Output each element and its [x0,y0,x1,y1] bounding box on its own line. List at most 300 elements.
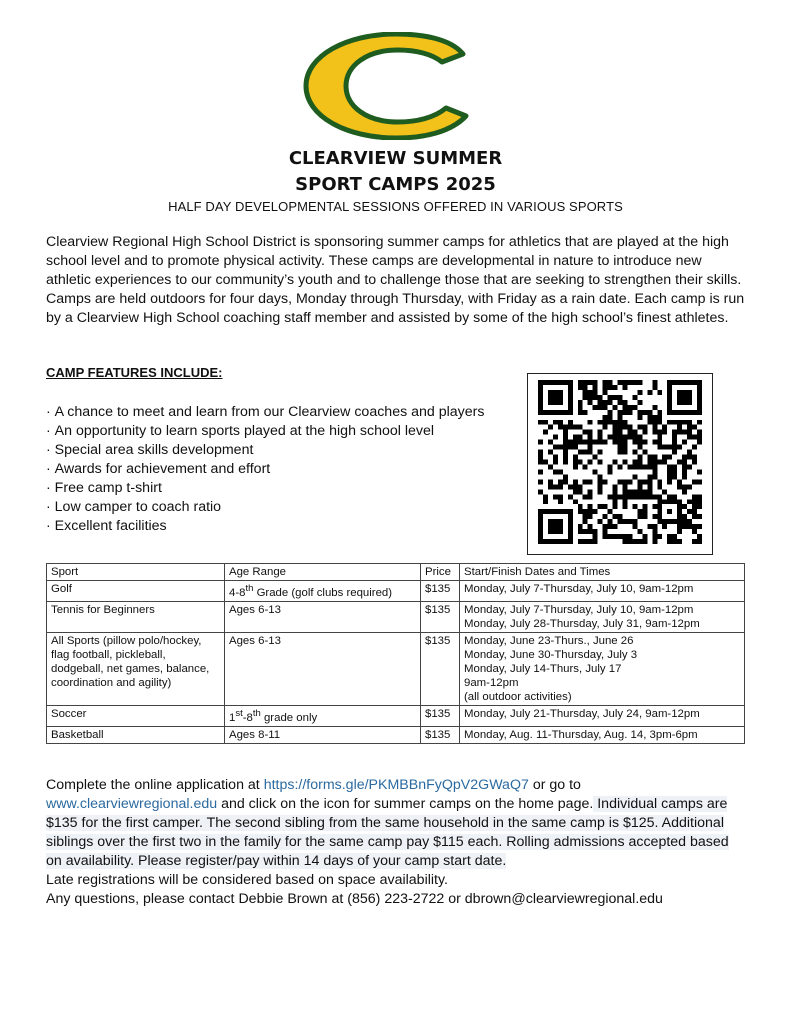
qr-module [672,445,677,450]
qr-module [632,524,637,529]
qr-module [558,484,563,489]
table-row [47,581,745,602]
qr-module [652,529,657,534]
qr-module [588,494,593,499]
qr-module [538,489,543,494]
qr-module [558,529,563,534]
qr-module [657,509,662,514]
cell-dates: Monday, July 21-Thursday, July 24, 9am-12pm [460,705,745,726]
qr-module [672,440,677,445]
qr-module [588,395,593,400]
qr-module [682,514,687,519]
qr-module [652,425,657,430]
qr-module [652,469,657,474]
qr-module [578,489,583,494]
qr-module [583,519,588,524]
qr-module [697,524,702,529]
qr-module [627,425,632,430]
qr-module [687,425,692,430]
camps-table [46,563,745,744]
qr-module [618,380,623,385]
qr-module [667,519,672,524]
footer-text: and click on the icon for summer camps on the home page. [217,796,594,812]
qr-module [613,395,618,400]
qr-module [697,430,702,435]
qr-module [627,380,632,385]
cell-price: $135 [421,726,460,743]
qr-module [558,509,563,514]
qr-module [593,380,598,385]
qr-module [553,469,558,474]
qr-module [568,445,573,450]
qr-module [558,400,563,405]
qr-module [667,455,672,460]
qr-module [578,435,583,440]
qr-module [652,460,657,465]
qr-module [558,420,563,425]
qr-module [692,380,697,385]
qr-module [583,380,588,385]
qr-module [603,415,608,420]
qr-module [697,504,702,509]
qr-module [563,479,568,484]
qr-code-pattern [538,380,702,544]
qr-module [697,405,702,410]
qr-module [682,469,687,474]
qr-module [632,440,637,445]
qr-module [598,395,603,400]
qr-module [657,504,662,509]
qr-module [687,519,692,524]
qr-module [618,415,623,420]
qr-module [613,405,618,410]
qr-module [553,420,558,425]
qr-module [632,435,637,440]
qr-code[interactable] [527,373,713,555]
qr-module [687,410,692,415]
qr-module [553,455,558,460]
qr-module [538,420,543,425]
qr-module [667,479,672,484]
qr-module [632,464,637,469]
qr-module [548,380,553,385]
header-dates: Start/Finish Dates and Times [460,564,745,581]
qr-module [573,445,578,450]
qr-module [573,479,578,484]
header-price: Price [421,564,460,581]
qr-module [647,484,652,489]
qr-module [627,435,632,440]
qr-module [563,474,568,479]
qr-module [672,435,677,440]
qr-module [682,395,687,400]
qr-module [538,385,543,390]
qr-module [662,499,667,504]
contact-text: Any questions, please contact Debbie Brown at (856) 223-2722 or dbrown@clearviewregional.edu [46,891,663,907]
qr-module [553,400,558,405]
qr-module [613,440,618,445]
qr-module [568,380,573,385]
qr-module [578,385,583,390]
qr-module [642,440,647,445]
qr-module [553,435,558,440]
feature-item: · Special area skills development [46,441,484,460]
qr-module [608,435,613,440]
qr-module [553,380,558,385]
clearview-c-logo [300,32,492,140]
qr-module [618,464,623,469]
feature-item: · A chance to meet and learn from our Clearview coaches and players [46,403,484,422]
qr-module [677,484,682,489]
qr-module [583,529,588,534]
qr-module [632,460,637,465]
qr-module [667,474,672,479]
qr-module [647,464,652,469]
qr-module [682,380,687,385]
qr-module [657,494,662,499]
qr-module [588,529,593,534]
qr-module [622,489,627,494]
qr-module [538,509,543,514]
qr-module [588,420,593,425]
qr-module [588,479,593,484]
qr-module [667,420,672,425]
qr-module [677,390,682,395]
qr-module [622,479,627,484]
qr-module [588,445,593,450]
qr-module [618,435,623,440]
qr-module [598,450,603,455]
qr-module [543,410,548,415]
qr-module [637,539,642,544]
qr-module [657,390,662,395]
qr-module [647,415,652,420]
qr-module [652,504,657,509]
cell-price: $135 [421,705,460,726]
qr-module [697,390,702,395]
features-heading: CAMP FEATURES INCLUDE: [46,365,223,380]
qr-module [613,489,618,494]
qr-module [682,489,687,494]
qr-module [568,534,573,539]
qr-module [697,514,702,519]
qr-module [667,390,672,395]
qr-module [692,499,697,504]
qr-module [667,469,672,474]
qr-module [652,440,657,445]
qr-module [598,430,603,435]
qr-module [553,460,558,465]
qr-module [627,430,632,435]
qr-module [682,484,687,489]
cell-dates [460,601,745,632]
qr-module [613,504,618,509]
qr-module [622,504,627,509]
qr-module [553,395,558,400]
qr-module [603,479,608,484]
cell-sport: Golf [47,581,225,602]
qr-module [598,460,603,465]
qr-module [583,494,588,499]
qr-module [538,395,543,400]
qr-module [637,455,642,460]
qr-module [538,479,543,484]
qr-module [642,509,647,514]
qr-module [622,450,627,455]
qr-module [677,514,682,519]
qr-module [598,474,603,479]
qr-module [647,390,652,395]
qr-module [568,425,573,430]
qr-module [637,380,642,385]
qr-module [697,494,702,499]
qr-module [578,440,583,445]
qr-module [568,529,573,534]
qr-module [697,435,702,440]
qr-module [622,400,627,405]
qr-module [553,390,558,395]
qr-module [548,529,553,534]
qr-module [608,534,613,539]
qr-module [637,529,642,534]
feature-item: · Awards for achievement and effort [46,460,484,479]
qr-module [697,539,702,544]
qr-module [563,450,568,455]
qr-module [697,499,702,504]
qr-module [588,380,593,385]
qr-module [578,380,583,385]
age-text: grade only [260,711,318,724]
qr-module [652,464,657,469]
qr-module [618,445,623,450]
qr-module [632,504,637,509]
qr-module [662,524,667,529]
qr-module [618,430,623,435]
date-line: Monday, June 23-Thurs., June 26 [464,634,634,647]
qr-module [593,405,598,410]
qr-module [662,460,667,465]
qr-module [657,479,662,484]
qr-module [682,474,687,479]
qr-module [558,539,563,544]
qr-module [558,519,563,524]
qr-module [622,410,627,415]
qr-module [682,390,687,395]
qr-module [632,539,637,544]
qr-module [548,390,553,395]
qr-module [677,420,682,425]
qr-module [647,524,652,529]
cell-dates: Monday, Aug. 11-Thursday, Aug. 14, 3pm-6pm [460,726,745,743]
qr-module [672,534,677,539]
qr-module [627,494,632,499]
qr-module [588,440,593,445]
qr-module [548,519,553,524]
qr-module [583,539,588,544]
qr-module [652,405,657,410]
qr-module [608,415,613,420]
qr-module [538,400,543,405]
qr-module [662,425,667,430]
qr-module [627,410,632,415]
qr-module [613,514,618,519]
qr-module [568,395,573,400]
qr-module [558,499,563,504]
qr-module [657,514,662,519]
qr-module [682,460,687,465]
qr-module [608,469,613,474]
qr-module [593,455,598,460]
qr-module [608,524,613,529]
qr-module [608,400,613,405]
qr-module [583,390,588,395]
qr-module [667,395,672,400]
qr-module [687,464,692,469]
qr-module [637,440,642,445]
qr-module [608,519,613,524]
qr-module [687,395,692,400]
qr-module [692,524,697,529]
cell-dates [460,632,745,705]
subtitle: HALF DAY DEVELOPMENTAL SESSIONS OFFERED IN VARIOUS SPORTS [168,199,623,214]
qr-module [538,380,543,385]
qr-module [682,455,687,460]
qr-module [692,514,697,519]
qr-module [603,385,608,390]
qr-module [553,539,558,544]
qr-module [578,524,583,529]
table-row [47,726,745,743]
qr-module [578,529,583,534]
qr-module [583,430,588,435]
qr-module [687,430,692,435]
qr-module [657,440,662,445]
qr-module [682,524,687,529]
qr-module [603,440,608,445]
footer-text: or go to [528,777,581,793]
qr-module [622,445,627,450]
qr-module [672,464,677,469]
qr-module [583,385,588,390]
qr-module [632,450,637,455]
qr-module [647,460,652,465]
qr-module [682,519,687,524]
qr-module [632,395,637,400]
qr-module [583,440,588,445]
qr-module [603,420,608,425]
feature-item: · Low camper to coach ratio [46,498,484,517]
cell-age: Ages 6-13 [225,632,421,705]
qr-module [652,380,657,385]
qr-module [613,435,618,440]
qr-module [618,519,623,524]
qr-module [667,534,672,539]
qr-module [622,494,627,499]
qr-module [697,479,702,484]
qr-module [558,390,563,395]
qr-module [553,494,558,499]
qr-module [543,499,548,504]
qr-module [642,534,647,539]
age-text: -8 [242,711,253,724]
qr-module [637,479,642,484]
qr-module [548,479,553,484]
cell-age: Ages 6-13 [225,601,421,632]
application-form-link[interactable]: https://forms.gle/PKMBBnFyQpV2GWaQ7 [263,777,529,793]
qr-module [622,499,627,504]
qr-module [667,400,672,405]
qr-module [568,385,573,390]
qr-module [593,390,598,395]
qr-module [563,410,568,415]
qr-module [603,405,608,410]
qr-module [637,464,642,469]
qr-module [543,380,548,385]
qr-module [677,425,682,430]
qr-module [677,395,682,400]
feature-item: · Excellent facilities [46,517,484,536]
qr-module [538,529,543,534]
qr-module [647,479,652,484]
qr-module [637,435,642,440]
qr-module [652,494,657,499]
qr-module [677,445,682,450]
qr-module [697,410,702,415]
table-row [47,601,745,632]
cell-sport: Soccer [47,705,225,726]
qr-module [618,450,623,455]
qr-module [548,425,553,430]
qr-module [672,519,677,524]
qr-module [613,460,618,465]
qr-module [603,529,608,534]
qr-module [642,425,647,430]
qr-module [637,410,642,415]
qr-module [672,420,677,425]
qr-module [682,440,687,445]
qr-module [613,425,618,430]
qr-module [598,479,603,484]
age-text: 4-8 [229,586,246,599]
qr-module [608,410,613,415]
qr-module [667,464,672,469]
qr-module [593,469,598,474]
qr-module [697,440,702,445]
qr-module [682,400,687,405]
qr-module [538,534,543,539]
qr-module [637,415,642,420]
qr-module [687,484,692,489]
cell-age: Ages 8-11 [225,726,421,743]
qr-module [538,524,543,529]
qr-module [593,529,598,534]
qr-module [553,410,558,415]
qr-module [622,405,627,410]
qr-module [627,534,632,539]
cell-age [225,581,421,602]
qr-module [642,479,647,484]
qr-module [697,395,702,400]
qr-module [558,469,563,474]
qr-module [613,484,618,489]
district-website-link[interactable]: www.clearviewregional.edu [46,796,218,812]
qr-module [637,400,642,405]
qr-module [642,514,647,519]
qr-module [662,445,667,450]
qr-module [642,539,647,544]
qr-module [598,405,603,410]
qr-module [667,509,672,514]
